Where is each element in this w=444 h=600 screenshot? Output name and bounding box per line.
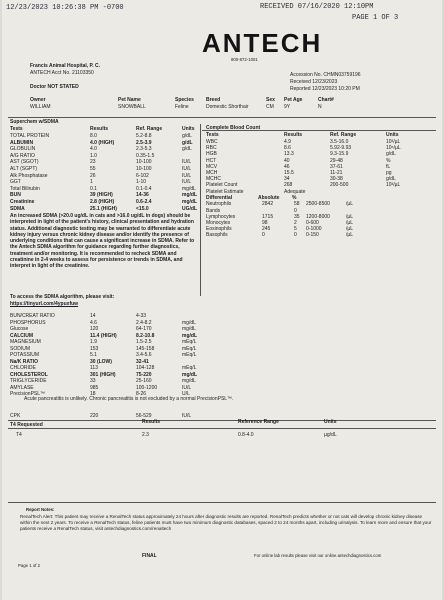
test-name: CALCIUM: [10, 332, 34, 339]
accession-number: Accession No. CHMN03759196: [290, 72, 361, 78]
test-result: 1.0: [90, 152, 97, 159]
test-result: 4.0: [90, 146, 97, 153]
test-name: Glucose: [10, 326, 29, 332]
test-range: 0.8-4.0: [238, 432, 254, 438]
percent-value: 58: [294, 201, 300, 208]
test-units: /µL: [346, 213, 354, 220]
fax-print-date: 12/23/2023 10:26:38 PM -0700: [6, 4, 124, 12]
cbc-panel-title: Complete Blood Count: [206, 125, 261, 131]
sdma-algorithm-link[interactable]: https://tinyurl.com/4ypuxfuw: [10, 301, 79, 307]
patient-pet-name: SNOWBALL: [118, 104, 146, 110]
test-result: 18: [90, 391, 96, 397]
test-range: 8-26: [136, 391, 147, 397]
cbc-col-range: Ref. Range: [330, 132, 357, 138]
footer-rule: [8, 502, 436, 503]
test-range: 0-1000: [306, 226, 322, 233]
test-units: 10³/µL: [386, 182, 401, 189]
t4-col-results: Results: [142, 419, 161, 425]
test-result: 5.1: [90, 352, 97, 358]
patient-pet-age: 9Y: [284, 104, 291, 110]
online-results-note: For online lab results please visit our online.antechdiagnostics.com: [254, 553, 382, 558]
antech-phone: 800-872-1001: [231, 57, 258, 62]
test-result: 25.1 (HIGH): [90, 205, 117, 212]
chem-row: [2, 326, 242, 332]
lab-report-page: [2, 0, 442, 600]
chem-row: [2, 365, 242, 371]
t4-row: [2, 432, 442, 438]
page-of-count: Page 1 of 2: [18, 563, 40, 568]
test-units: g/dL: [182, 146, 192, 153]
test-result: 40: [284, 157, 290, 164]
chem-col-units: Units: [182, 126, 195, 132]
test-name: Alk Phosphatase: [10, 172, 48, 179]
test-result: 113: [90, 365, 98, 371]
test-result: 8.6: [284, 145, 291, 152]
test-units: IU/L: [182, 166, 192, 172]
test-units: U/L: [182, 391, 190, 397]
t4-col-range: Reference Range: [238, 419, 279, 425]
test-name: MCH: [206, 170, 218, 176]
test-units: mg/dL: [182, 199, 197, 205]
percent-value: 0: [294, 207, 297, 214]
percent-value: 35: [294, 213, 300, 220]
test-range: 6-102: [136, 172, 149, 179]
cbc-row: [2, 170, 442, 176]
test-range: 14-36: [136, 192, 149, 199]
test-units: mg/dL: [182, 326, 196, 332]
test-result: 268: [284, 182, 293, 189]
patient-sex: CM: [266, 104, 274, 110]
test-result: 1: [90, 179, 93, 186]
test-name: A/G RATIO: [10, 152, 35, 159]
test-range: 1.5-2.5: [136, 339, 152, 345]
divider-top: [8, 117, 436, 118]
t4-top-rule: [8, 420, 436, 421]
absolute-value: 98: [262, 220, 268, 226]
test-range: 75-220: [136, 371, 152, 378]
chem-col-tests: Tests: [10, 126, 23, 132]
reported-date: Reported 12/23/2023 10:20 PM: [290, 86, 360, 92]
chem-row: [2, 352, 242, 358]
test-range: 0-600: [306, 220, 319, 226]
test-name: Creatinine: [10, 199, 35, 205]
absolute-value: 245: [262, 226, 271, 233]
test-result: 2.8 (HIGH): [90, 199, 115, 205]
test-range: 2.3-5.3: [136, 146, 152, 153]
test-name: HCT: [206, 157, 217, 164]
test-name: BUN/CREAT RATIO: [10, 313, 55, 319]
test-range: 8.2-10.8: [136, 332, 155, 339]
test-result: 46: [284, 163, 290, 170]
test-name: Total Bilirubin: [10, 185, 40, 192]
test-name: Neutrophils: [206, 201, 232, 208]
cbc-row: [2, 189, 442, 195]
test-range: 5.92-9.93: [330, 145, 352, 152]
test-name: Basophils: [206, 232, 228, 239]
test-units: mEq/L: [182, 352, 197, 358]
test-name: AMYLASE: [10, 384, 34, 391]
test-range: 0.1-0.4: [136, 185, 152, 192]
test-name: BUN: [10, 192, 21, 199]
cbc-col-results: Results: [284, 132, 303, 138]
chem-row: [2, 378, 242, 384]
test-result: 301 (HIGH): [90, 371, 116, 378]
test-result: 8.0: [90, 133, 97, 139]
patient-species: Feline: [175, 104, 189, 110]
test-range: 1-10: [136, 179, 147, 186]
patient-species-label: Species: [175, 97, 194, 103]
patient-pet-age-label: Pet Age: [284, 97, 303, 103]
absolute-label: Absolute: [258, 194, 280, 201]
test-name: Na/K RATIO: [10, 358, 38, 365]
test-range: 3.4-5.6: [136, 352, 152, 358]
test-units: mEq/L: [182, 345, 197, 352]
test-name: Platelet Count: [206, 182, 238, 189]
test-name: ALBUMIN: [10, 139, 34, 146]
test-units: g/dL: [182, 133, 192, 139]
test-units: /µL: [346, 232, 354, 239]
cbc-row: [2, 145, 442, 151]
test-result: 0.1: [90, 185, 97, 192]
test-range: 64-170: [136, 326, 152, 332]
chem-results-table-continued: [2, 313, 242, 399]
absolute-value: 0: [262, 232, 265, 239]
test-range: 5.2-8.8: [136, 133, 152, 139]
test-result: Adequate: [284, 188, 306, 195]
test-name: POTASSIUM: [10, 352, 40, 358]
renaltech-alert-note: RenalTech Alert: This patient may receive a RenalTech status approximately 24 hours after diagnostic results are reported. RenalTech predicts whether or not cats will develop chronic kidney disease within the next 2 years. To receive a RenalTech status, feline patients must have two minimum diagnostic databases, spaced 2 to 24 months apart, including urinalysis. To learn more and ensure that your patients receive a RenalTech status, visit antechdiagnostics.com/renaltech: [20, 514, 432, 531]
test-units: pg: [386, 170, 392, 176]
test-units: g/dL: [386, 151, 396, 158]
test-range: 104-128: [136, 365, 155, 371]
test-range: 2.5-3.9: [136, 139, 152, 146]
doctor-name: Doctor NOT STATED: [30, 84, 79, 90]
test-result: 220: [90, 413, 99, 419]
test-range: 29-48: [330, 157, 343, 164]
test-range: 1200-8000: [306, 213, 330, 220]
test-units: mg/dL: [182, 319, 196, 326]
test-name: CHOLESTEROL: [10, 371, 48, 378]
test-name: GLOBULIN: [10, 146, 36, 153]
test-range: 4-33: [136, 313, 147, 319]
test-units: IU/L: [182, 413, 192, 419]
test-result: 23: [90, 159, 96, 166]
test-result: 4.9: [284, 139, 291, 145]
test-units: mg/dL: [182, 371, 197, 378]
cbc-row: [2, 139, 442, 145]
test-result: 120: [90, 326, 99, 332]
test-name: GGT: [10, 179, 21, 186]
test-range: 25-160: [136, 378, 152, 384]
test-name: RBC: [206, 145, 217, 152]
test-range: 11-21: [330, 170, 343, 176]
test-name: MCV: [206, 163, 218, 170]
test-name: MAGNESIUM: [10, 339, 41, 345]
chem-row: [2, 339, 242, 345]
test-range: 0.35-1.5: [136, 152, 155, 159]
chem-col-results: Results: [90, 126, 109, 132]
sdma-algorithm-label: To access the SDMA algorithm, please visit:: [10, 294, 115, 300]
test-units: IU/L: [182, 179, 192, 186]
test-result: 1.9: [90, 339, 97, 345]
cbc-col-tests: Tests: [206, 132, 219, 138]
test-units: µg/dL: [324, 432, 337, 438]
test-units: /µL: [346, 220, 354, 226]
sdma-interpretation-note: An increased SDMA (>20.0 ug/dL in cats and >16.0 ug/dL in dogs) should be interpreted in light of the patient's history, clinical presentation and hydration status. Additional diagnostic testing may be warranted to differentiate acute kidney injury versus chronic kidney disease and/or identify the presence of underlying conditions that can cause a significant increase in SDMA. Refer to the Antech SDMA algorithm for guidance regarding further diagnostics, treatment and/or monitoring. It is recommended to recheck SDMA and creatinine in 2-4 weeks to assess for persistence or trends in SDMA, and interpret in light of the creatinine.: [10, 213, 195, 270]
test-name: Lymphocytes: [206, 213, 236, 220]
test-result: 13.3: [284, 151, 294, 158]
t4-header-rule: [8, 428, 436, 429]
test-name: PrecisionPSL™: [10, 391, 46, 397]
test-name: PHOSPHORUS: [10, 319, 46, 326]
test-units: IU/L: [182, 172, 192, 179]
patient-breed: Domestic Shorthair: [206, 104, 249, 110]
absolute-value: 2842: [262, 201, 274, 208]
cbc-row: [2, 182, 442, 188]
chem-row: [2, 320, 242, 326]
test-units: IU/L: [182, 159, 192, 166]
test-result: 55: [90, 166, 96, 172]
test-units: %: [386, 157, 391, 164]
test-units: /µL: [346, 226, 354, 233]
test-result: 14: [90, 313, 96, 319]
clinic-name: Francis Animal Hospital, P. C.: [30, 63, 101, 69]
test-result: 153: [90, 345, 99, 352]
test-name: SDMA: [10, 205, 25, 212]
test-range: 9.3-15.9: [330, 151, 349, 158]
test-name: MCHC: [206, 176, 221, 183]
test-range: 10-100: [136, 166, 152, 172]
final-status: FINAL: [142, 553, 157, 559]
percent-value: 5: [294, 226, 297, 233]
test-units: IU/L: [182, 384, 192, 391]
test-units: g/dL: [182, 139, 193, 146]
test-result: 26: [90, 172, 96, 179]
test-name: CPK: [10, 413, 21, 419]
differential-row: [2, 201, 442, 207]
test-name: Bands: [206, 207, 221, 214]
test-result: 30 (LOW): [90, 358, 112, 365]
test-units: mg/dL: [182, 192, 197, 199]
cbc-row: [2, 164, 442, 170]
test-result: 4.0 (HIGH): [90, 139, 115, 146]
test-range: <15.0: [136, 205, 149, 212]
test-units: fL: [386, 163, 391, 170]
cbc-col-units: Units: [386, 132, 399, 138]
test-units: /µL: [346, 201, 354, 208]
cbc-row: [2, 176, 442, 182]
fax-page-number: PAGE 1 OF 3: [352, 14, 399, 22]
test-name: T4: [16, 432, 22, 438]
test-units: 10³/µL: [386, 139, 401, 145]
chem-col-range: Ref. Range: [136, 126, 163, 132]
patient-owner-label: Owner: [30, 97, 46, 103]
chem-row: [2, 359, 242, 365]
test-units: mg/dL: [182, 185, 196, 192]
test-result: 2.3: [142, 432, 149, 438]
received-date: Received 12/23/2023: [290, 79, 338, 85]
test-result: 985: [90, 384, 99, 391]
test-name: HGB: [206, 151, 217, 158]
test-range: 2.4-8.2: [136, 319, 152, 326]
test-name: WBC: [206, 139, 218, 145]
report-notes-label: Report Notes:: [26, 507, 55, 512]
test-name: TRIGLYCERIDE: [10, 378, 47, 384]
test-range: 145-158: [136, 345, 155, 352]
percent-value: 2: [294, 220, 297, 226]
test-range: 10-100: [136, 159, 152, 166]
percent-label: %: [292, 194, 297, 201]
patient-owner: WILLIAM: [30, 104, 51, 110]
antech-account-number: ANTECH Acct No. 21103350: [30, 70, 94, 76]
cbc-row: [2, 158, 442, 164]
test-name: SODIUM: [10, 345, 30, 352]
test-range: 56-529: [136, 413, 152, 419]
test-name: Eosinophils: [206, 226, 232, 233]
pancreatitis-note: Acute pancreatitis is unlikely. Chronic pancreatitis is not excluded by a normal PrecisionPSL™.: [24, 396, 234, 402]
chem-row: [2, 372, 242, 378]
test-name: AST (SGOT): [10, 159, 39, 166]
test-units: mg/dL: [182, 332, 197, 339]
test-units: mg/dL: [182, 378, 196, 384]
test-range: 100-1200: [136, 384, 158, 391]
chem-panel-title: Superchem w/SDMA: [10, 119, 59, 125]
test-name: CHLORIDE: [10, 365, 36, 371]
chem-row: [2, 385, 242, 391]
percent-value: 0: [294, 232, 297, 239]
test-range: 2500-8500: [306, 201, 330, 208]
chem-row: [2, 333, 242, 339]
chem-row: [2, 313, 242, 319]
test-result: 4.6: [90, 319, 97, 326]
test-name: Monocytes: [206, 220, 231, 226]
differential-label: Differential: [206, 194, 233, 201]
test-units: g/dL: [386, 176, 396, 183]
fax-received-stamp: RECEIVED 07/16/2020 12:10PM: [260, 3, 374, 11]
test-range: 37-61: [330, 163, 343, 170]
cpk-row: [2, 413, 442, 419]
patient-breed-label: Breed: [206, 97, 221, 103]
test-units: 10⁶/µL: [386, 145, 401, 152]
t4-section-title: T4 Requested: [10, 422, 43, 428]
test-result: 39 (HIGH): [90, 192, 113, 199]
test-units: mEq/L: [182, 365, 197, 371]
antech-logo: ANTECH: [202, 28, 323, 58]
test-units: UG/dL: [182, 205, 197, 212]
test-name: TOTAL PROTEIN: [10, 133, 50, 139]
patient-pet-name-label: Pet Name: [118, 97, 141, 103]
test-range: 0-150: [306, 232, 319, 239]
test-range: 30-38: [330, 176, 343, 183]
test-range: 200-500: [330, 182, 349, 189]
test-name: ALT (SGPT): [10, 166, 38, 172]
test-result: 15.5: [284, 170, 294, 176]
patient-chart-number: N: [318, 104, 322, 110]
patient-sex-label: Sex: [266, 97, 275, 103]
test-range: 0.6-2.4: [136, 199, 152, 205]
cbc-row: [2, 151, 442, 157]
test-result: 11.4 (HIGH): [90, 332, 117, 339]
chem-row: [2, 346, 242, 352]
absolute-value: 1715: [262, 213, 274, 220]
test-name: Platelet Estimate: [206, 188, 244, 195]
test-range: 32-41: [136, 358, 149, 365]
test-range: 3.5-16.0: [330, 139, 349, 145]
test-units: mEq/L: [182, 339, 197, 345]
test-result: 34: [284, 176, 290, 183]
patient-chart-number-label: Chart#: [318, 97, 334, 103]
test-result: 33: [90, 378, 96, 384]
t4-col-units: Units: [324, 419, 337, 425]
